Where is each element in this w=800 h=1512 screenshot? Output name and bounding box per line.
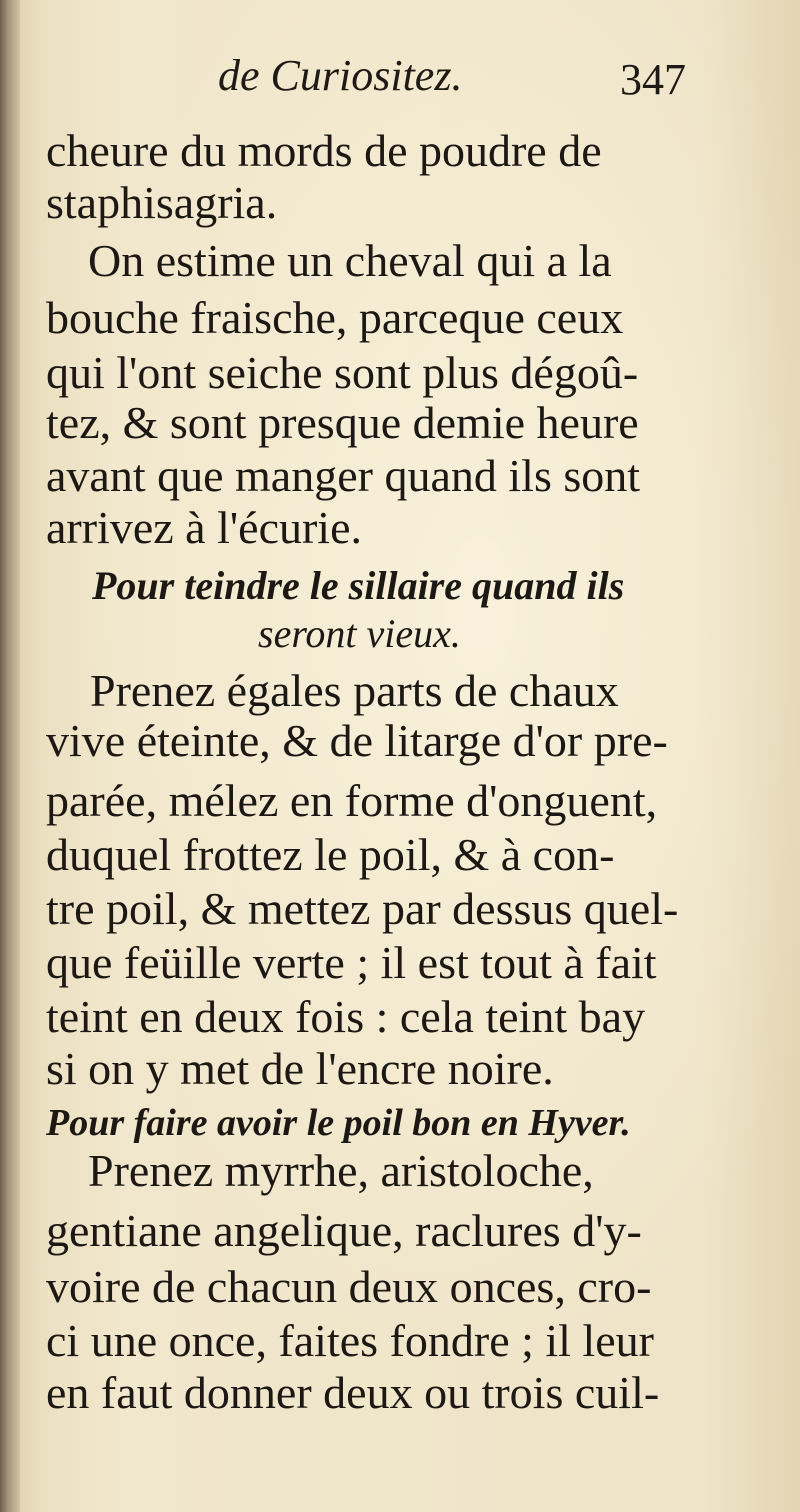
- section-heading: seront vieux.: [258, 611, 461, 656]
- text-line: si on y met de l'encre noire.: [46, 1043, 554, 1094]
- section-heading: Pour teindre le sillaire quand ils: [92, 563, 625, 608]
- page-number: 347: [620, 55, 686, 104]
- text-line: arrivez à l'écurie.: [46, 502, 363, 553]
- text-line: que feüille verte ; il est tout à fait: [46, 937, 657, 988]
- text-line: tez, & sont presque demie heure: [46, 397, 639, 448]
- text-line: duquel frottez le poil, & à con-: [46, 829, 615, 880]
- section-heading: Pour faire avoir le poil bon en Hyver.: [46, 1102, 631, 1144]
- text-line: bouche fraische, parceque ceux: [46, 292, 624, 343]
- running-head: [0, 50, 800, 110]
- text-line: Prenez myrrhe, aristoloche,: [88, 1145, 594, 1196]
- text-line: tre poil, & mettez par dessus quel-: [46, 883, 679, 934]
- text-line: parée, mélez en forme d'onguent,: [46, 775, 658, 826]
- text-line: vive éteinte, & de litarge d'or pre-: [46, 715, 668, 766]
- book-gutter: [0, 0, 20, 1512]
- text-line: cheure du mords de poudre de: [46, 125, 602, 176]
- running-head-title: de Curiositez.: [218, 51, 463, 100]
- text-line: teint en deux fois : cela teint bay: [46, 991, 646, 1042]
- text-line: voire de chacun deux onces, cro-: [46, 1261, 652, 1312]
- text-line: en faut donner deux ou trois cuil-: [46, 1367, 660, 1418]
- text-line: ci une once, faites fondre ; il leur: [46, 1315, 654, 1366]
- text-line: Prenez égales parts de chaux: [90, 665, 619, 716]
- text-line: gentiane angelique, raclures d'y-: [46, 1205, 642, 1256]
- text-line: qui l'ont seiche sont plus dégoû-: [46, 347, 639, 398]
- text-line: avant que manger quand ils sont: [46, 450, 641, 501]
- text-line: On estime un cheval qui a la: [88, 235, 612, 286]
- text-line: staphisagria.: [46, 177, 278, 228]
